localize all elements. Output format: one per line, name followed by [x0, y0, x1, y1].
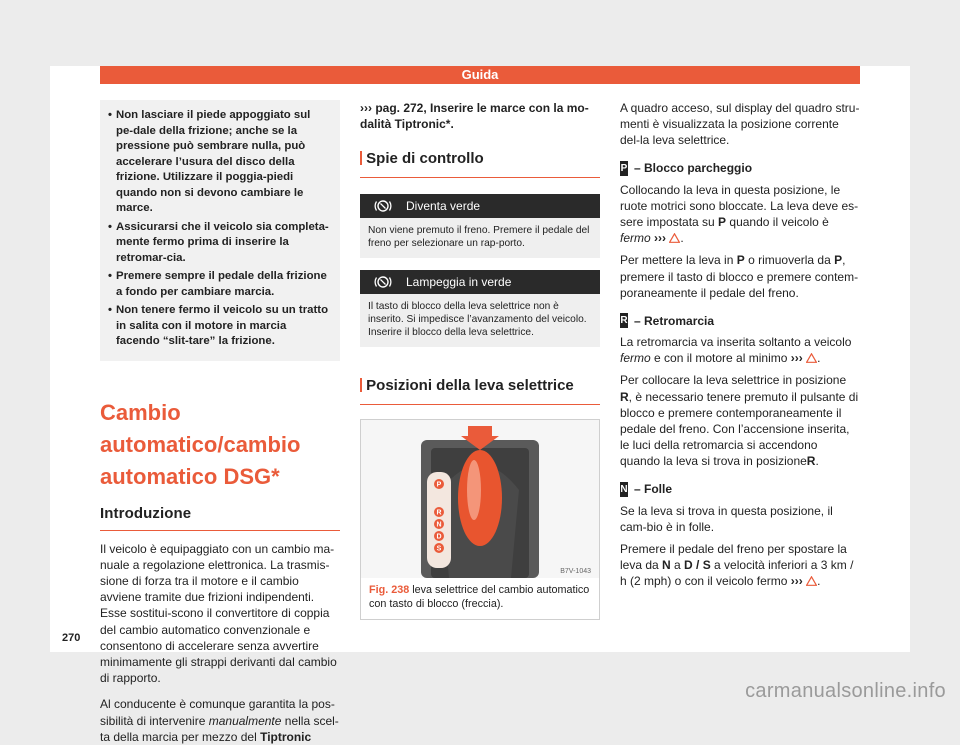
page-number: 270 [62, 632, 81, 644]
warning-icon [806, 576, 817, 586]
brake-pedal-icon [360, 199, 406, 213]
column-middle [360, 100, 600, 620]
gear-letter: D [436, 533, 442, 541]
warning-icon [806, 353, 817, 363]
figure-code: B7V-1043 [560, 568, 591, 576]
intro-paragraph-2: Al conducente è comunque garantita la pos-sibilità di intervenire manualmente nella scel-ta della marcia per mezzo del Tiptronic [100, 697, 339, 744]
figure-238 [360, 419, 600, 620]
warning-box [100, 100, 340, 361]
column-right [620, 100, 860, 590]
lamp-header-blinking: Lampeggia in verde [360, 270, 600, 294]
warning-item: • Assicurarsi che il veicolo sia completa-mente fermo prima di inserire la retromar-cia. [108, 220, 329, 264]
lamp-description: Il tasto di blocco della leva selettrice non è inserito. Si impedisce l’avanzamento del veicolo. Inserire il blocco della leva selettrice. [360, 294, 600, 347]
figure-caption: Fig. 238 leva selettrice del cambio automatico con tasto di blocco (freccia). [369, 584, 590, 610]
brake-pedal-icon [360, 275, 406, 289]
gear-letter: N [436, 521, 442, 529]
lamp-description: Non viene premuto il freno. Premere il pedale del freno per selezionare un rap-porto. [360, 218, 600, 258]
warning-item: • Non tenere fermo il veicolo su un tratto in salita con il motore in marcia facendo “slit-tare” la frizione. [108, 304, 329, 347]
chapter-title: Cambio automatico/cambio automatico DSG* [100, 399, 301, 489]
park-letter-icon: P [620, 162, 628, 174]
reverse-letter-icon: R [620, 315, 628, 327]
gear-letter: P [436, 481, 442, 489]
gear-letter: R [436, 509, 442, 517]
section-reverse: R – Retromarcia La retromarcia va inserita soltanto a veicolo fermo e con il motore al minimo ››› . Per collocare la leva selettrice in posizione R, è necessario tenere premuto il pulsante di blocco e premere contemporaneamente il pedale del freno. Con l’accensione inserita, le luci della retromarcia si accendono quando la leva si trova in posizioneR. [620, 313, 859, 469]
lamp-header-green: Diventa verde [360, 194, 600, 218]
display-paragraph: A quadro acceso, sul display del quadro stru-menti è visualizzata la posizione corrente del-la leva selettrice. [620, 101, 860, 148]
gear-lever-illustration [361, 420, 599, 578]
column-left [100, 100, 340, 745]
section-header: Guida [100, 66, 860, 84]
intro-heading: Introduzione [100, 505, 340, 531]
section-park: P – Blocco parcheggio Collocando la leva in questa posizione, le ruote motrici sono bloccate. La leva deve es-sere impostata su P quando il veicolo è fermo ››› . Per mettere la leva in P o rimuoverla da P, premere il tasto di blocco e premere contem-poraneamente il pedale del freno. [620, 161, 859, 300]
gear-letter: S [436, 545, 442, 553]
warning-item: • Non lasciare il piede appoggiato sul pe-dale della frizione; anche se la pressione può sembrare nulla, può accelerare l’usura del disco della frizione. Utilizzare il poggia-piedi quando non si devono cambiare le marce. [108, 109, 311, 214]
positions-heading: Posizioni della leva selettrice [360, 377, 600, 405]
intro-paragraph: Il veicolo è equipaggiato con un cambio ma-nuale a regolazione elettronica. La trasmis-sione di forza tra il motore e il cambio avviene tramite due frizioni indipendenti. Esse sostitui-scono il convertitore di coppia del cambio automatico convenzionale e consentono di accelerare senza avvertire minimamente gli strappi derivanti dal cambio di rapporto. [100, 541, 337, 686]
warning-item: • Premere sempre il pedale della frizione a fondo per cambiare marcia. [108, 270, 327, 298]
watermark: carmanualsonline.info [745, 680, 946, 702]
lamps-heading: Spie di controllo [360, 150, 600, 178]
page-reference-link[interactable]: ››› pag. 272, Inserire le marce con la mo-dalità Tiptronic*. [360, 101, 589, 132]
neutral-letter-icon: N [620, 483, 628, 495]
warning-icon [669, 233, 680, 243]
section-neutral: N – Folle Se la leva si trova in questa posizione, il cam-bio è in folle. Premere il pedale del freno per spostare la leva da N a D / S a velocità inferiori a 3 km / h (2 mph) o con il veicolo fermo ››› . [620, 482, 854, 589]
